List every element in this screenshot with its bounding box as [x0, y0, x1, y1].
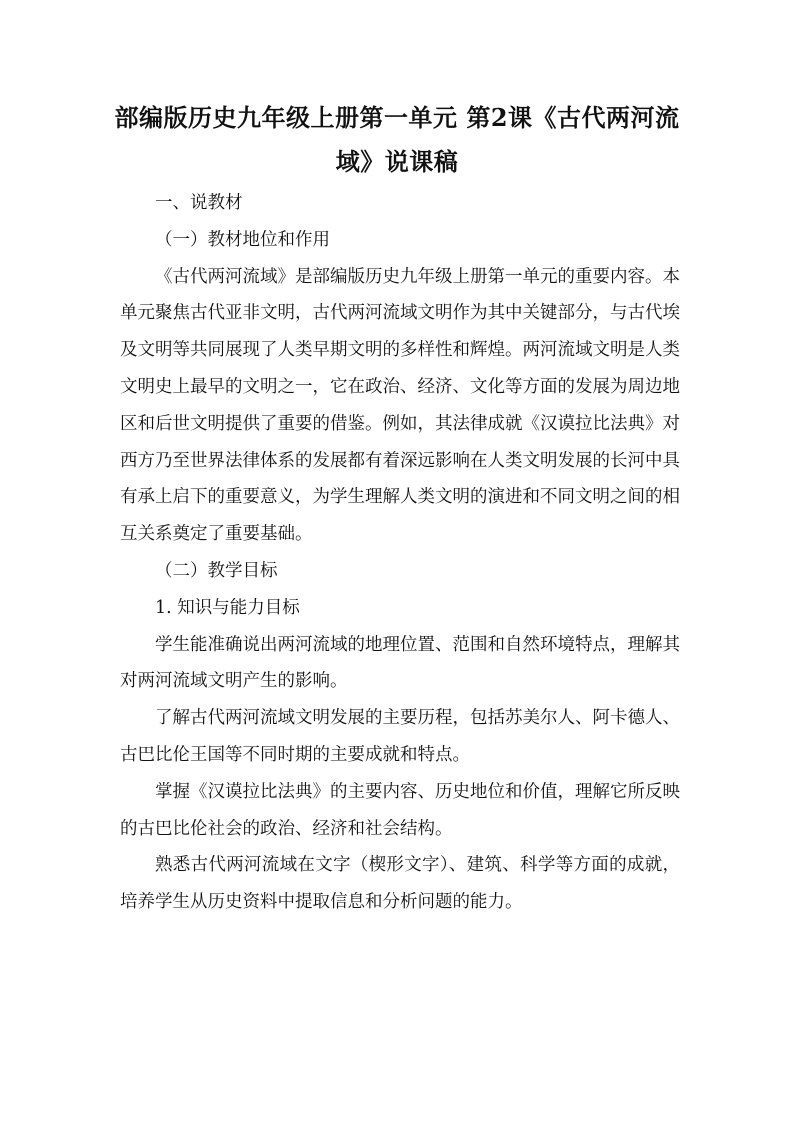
document-title: 部编版历史九年级上册第一单元 第2课《古代两河流域》说课稿: [114, 103, 680, 176]
body-paragraph: 学生能准确说出两河流域的地理位置、范围和自然环境特点，理解其对两河流域文明产生的影响。: [120, 634, 680, 692]
body-paragraph: 《古代两河流域》是部编版历史九年级上册第一单元的重要内容。本单元聚焦古代亚非文明，古代两河流域文明作为其中关键部分，与古代埃及文明等共同展现了人类早期文明的多样性和辉煌。两河流域文明是人类文明史上最早的文明之一，它在政治、经济、文化等方面的发展为周边地区和后世文明提供了重要的借鉴。例如，其法律成就《汉谟拉比法典》对西方乃至世界法律体系的发展都有着深远影响在人类文明发展的长河中具有承上启下的重要意义，为学生理解人类文明的演进和不同文明之间的相互关系奠定了重要基础。: [120, 266, 680, 545]
subsection-heading: （一）教材地位和作用: [155, 229, 330, 250]
body-paragraph: 掌握《汉谟拉比法典》的主要内容、历史地位和价值，理解它所反映的古巴比伦社会的政治、经济和社会结构。: [120, 781, 680, 839]
objective-heading: 1. 知识与能力目标: [155, 597, 300, 618]
body-paragraph: 了解古代两河流域文明发展的主要历程，包括苏美尔人、阿卡德人、古巴比伦王国等不同时期的主要成就和特点。: [120, 708, 680, 765]
subsection-heading: （二）教学目标: [155, 560, 278, 581]
section-heading: 一、说教材: [155, 193, 243, 213]
body-paragraph: 熟悉古代两河流域在文字（楔形文字）、建筑、科学等方面的成就，培养学生从历史资料中提取信息和分析问题的能力。: [120, 855, 680, 913]
document-body: [120, 185, 680, 921]
